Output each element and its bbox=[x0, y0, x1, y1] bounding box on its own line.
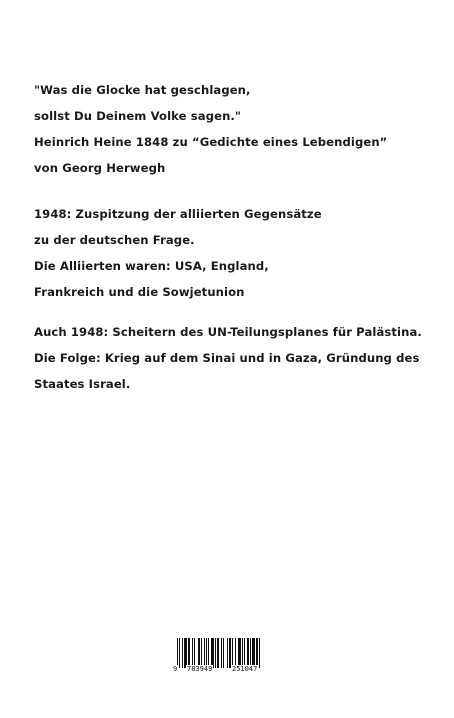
barcode-lead-digit: 9 bbox=[173, 665, 178, 673]
barcode-bar bbox=[211, 638, 214, 668]
text-line: Frankreich und die Sowjetunion bbox=[34, 285, 245, 299]
barcode-bar bbox=[223, 638, 224, 668]
barcode-bar bbox=[192, 638, 193, 668]
text-line: 1948: Zuspitzung der alliierten Gegensätze bbox=[34, 207, 322, 221]
barcode-bar bbox=[238, 638, 241, 668]
barcode-bar bbox=[204, 638, 205, 668]
barcode-bar bbox=[250, 638, 251, 668]
quote-paragraph bbox=[34, 77, 444, 181]
barcode-bar bbox=[242, 638, 243, 668]
text-line: Die Folge: Krieg auf dem Sinai und in Gaza, Gründung des bbox=[34, 351, 420, 365]
barcode-bar bbox=[188, 638, 190, 668]
barcode-bar bbox=[194, 638, 195, 668]
barcode-bar bbox=[215, 638, 216, 668]
barcode-digits bbox=[171, 665, 282, 675]
barcode-bar bbox=[244, 638, 245, 668]
text-line: Heinrich Heine 1848 zu “Gedichte eines Lebendigen” bbox=[34, 135, 388, 149]
barcode-bar bbox=[184, 638, 187, 668]
barcode-bar bbox=[259, 638, 260, 668]
barcode-bar bbox=[252, 638, 255, 668]
barcode-bar bbox=[256, 638, 258, 668]
barcode-bar bbox=[235, 638, 236, 668]
barcode-bar bbox=[229, 638, 231, 668]
barcode-right-group: 251047 bbox=[232, 665, 258, 673]
barcode-bar bbox=[182, 638, 183, 668]
barcode-bar bbox=[179, 638, 180, 668]
isbn-barcode bbox=[171, 638, 282, 674]
text-line: "Was die Glocke hat geschlagen, bbox=[34, 83, 251, 97]
text-line: zu der deutschen Frage. bbox=[34, 233, 195, 247]
barcode-bar bbox=[198, 638, 200, 668]
barcode-bar bbox=[206, 638, 207, 668]
barcode-bar bbox=[208, 638, 209, 668]
text-line: Staates Israel. bbox=[34, 377, 131, 391]
barcode-bar bbox=[221, 638, 222, 668]
text-line: Auch 1948: Scheitern des UN-Teilungsplanes für Palästina. bbox=[34, 325, 422, 339]
text-line: Die Alliierten waren: USA, England, bbox=[34, 259, 269, 273]
barcode-bar bbox=[232, 638, 233, 668]
barcode-bar bbox=[227, 638, 228, 668]
barcode-left-group: 783949 bbox=[187, 665, 213, 673]
barcode-bar bbox=[247, 638, 249, 668]
text-line: sollst Du Deinem Volke sagen." bbox=[34, 109, 242, 123]
barcode-bar bbox=[217, 638, 219, 668]
history-paragraph-palestine bbox=[34, 319, 444, 397]
history-paragraph-1948 bbox=[34, 201, 444, 305]
barcode-bar bbox=[177, 638, 178, 668]
barcode-bar bbox=[201, 638, 202, 668]
text-line: von Georg Herwegh bbox=[34, 161, 166, 175]
